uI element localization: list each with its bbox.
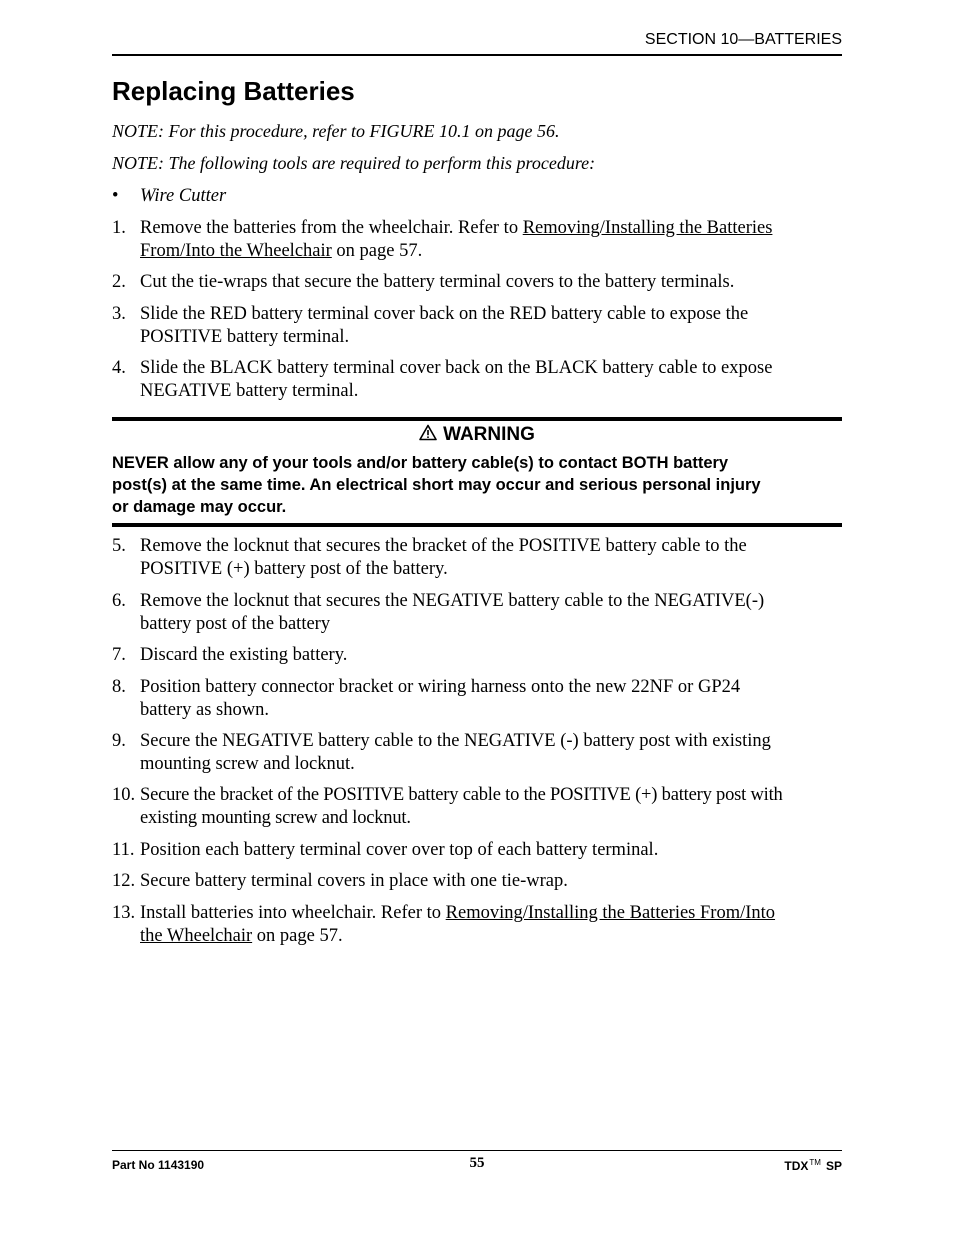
warning-heading: WARNING [112, 424, 842, 447]
product-name: TDX™ SP [784, 1158, 842, 1173]
removing-installing-batteries-link[interactable]: Removing/Installing the Batteries From/Into the Wheelchair [140, 903, 776, 946]
note-tools-required: NOTE: The following tools are required to perform this procedure: [112, 153, 596, 173]
warning-triangle-icon [419, 424, 437, 447]
warning-bottom-rule [112, 523, 842, 527]
header-rule [112, 54, 842, 56]
warning-text: NEVER allow any of your tools and/or battery cable(s) to contact BOTH battery post(s) at the same time. An electrical short may occur and serious personal injury or damage may occur. [112, 454, 761, 516]
page-title: Replacing Batteries [112, 76, 355, 106]
step-number: 1. [112, 218, 126, 238]
note-figure-reference: NOTE: For this procedure, refer to FIGURE 10.1 on page 56. [112, 121, 560, 141]
warning-top-rule [112, 417, 842, 421]
part-number: Part No 1143190 [112, 1158, 205, 1172]
section-header: SECTION 10—BATTERIES [644, 31, 842, 48]
bullet: • [112, 186, 119, 206]
removing-installing-batteries-link[interactable]: Removing/Installing the Batteries From/Into the Wheelchair [140, 218, 773, 261]
page-number: 55 [469, 1155, 485, 1171]
footer-rule [112, 1150, 842, 1151]
